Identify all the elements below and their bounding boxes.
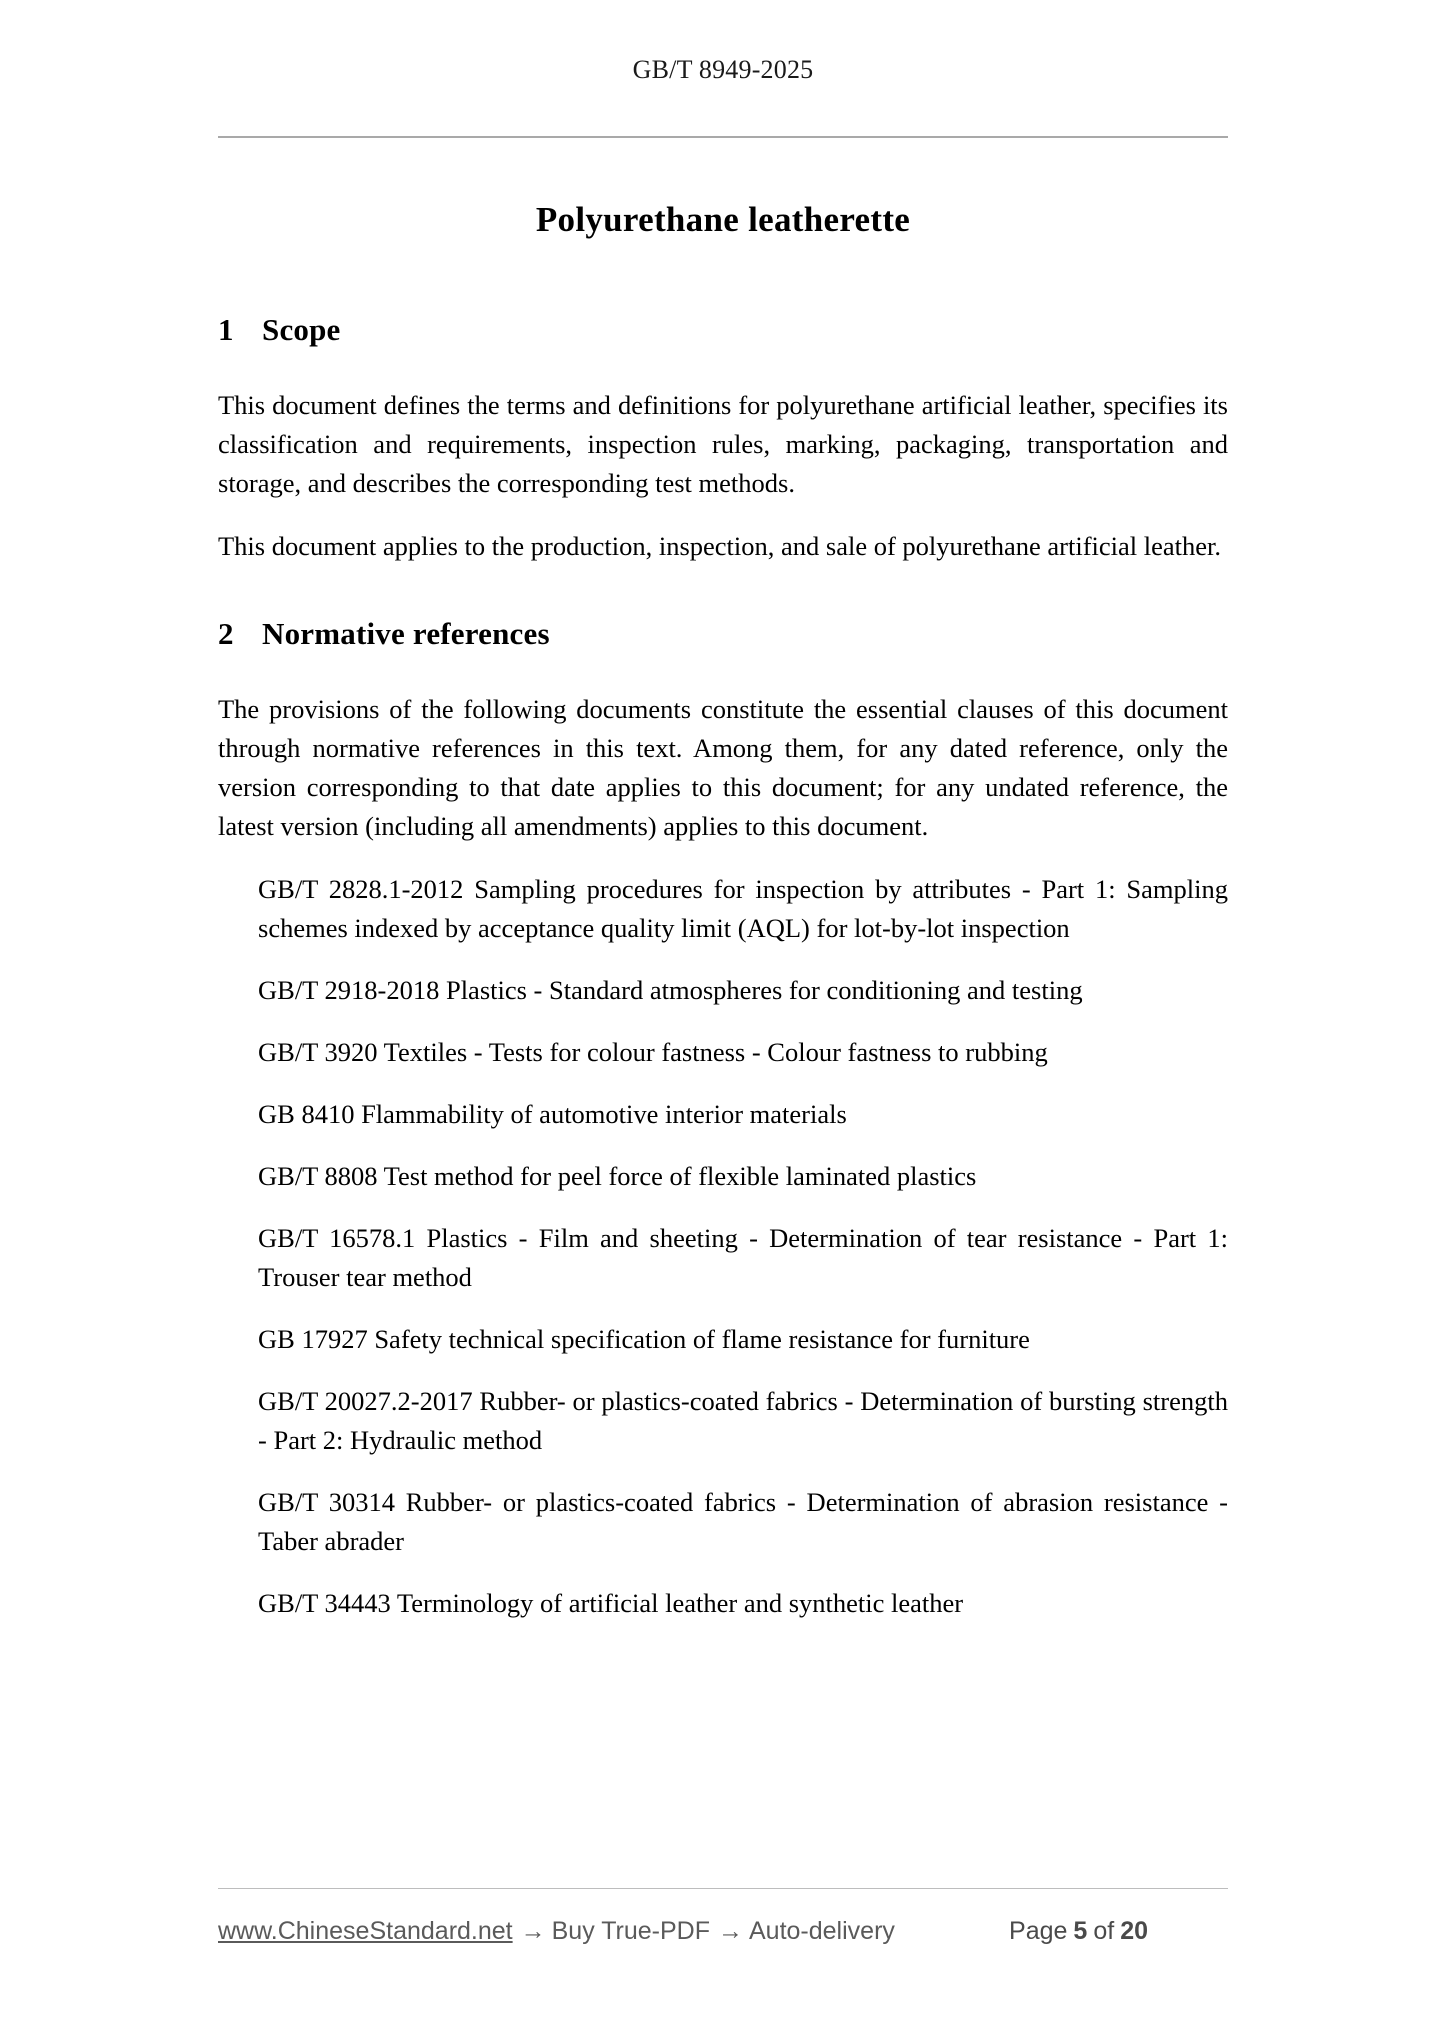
- reference-item: GB/T 2828.1-2012 Sampling procedures for inspection by attributes - Part 1: Sampling schemes indexed by acceptance quality limit (AQL) for lot-by-lot inspection: [258, 874, 1228, 943]
- page-of-label: of: [1093, 1916, 1115, 1945]
- reference-item: GB/T 16578.1 Plastics - Film and sheeting - Determination of tear resistance - Part 1: Trouser tear method: [258, 1223, 1228, 1292]
- section-heading-normative-references: [218, 616, 1228, 652]
- reference-item: GB 17927 Safety technical specification of flame resistance for furniture: [258, 1324, 1030, 1354]
- arrow-right-icon: →: [520, 1916, 546, 1945]
- footer-action-delivery: Auto-delivery: [749, 1916, 895, 1945]
- reference-item: GB/T 20027.2-2017 Rubber- or plastics-coated fabrics - Determination of bursting strength - Part 2: Hydraulic method: [258, 1386, 1228, 1455]
- page-header: [218, 55, 1228, 85]
- document-content: [218, 180, 1228, 1623]
- page-label: Page: [1009, 1916, 1068, 1945]
- website-link[interactable]: www.ChineseStandard.net: [218, 1916, 513, 1945]
- arrow-right-icon: →: [718, 1916, 743, 1945]
- section-title: Normative references: [262, 616, 550, 651]
- document-title: Polyurethane leatherette: [535, 200, 911, 239]
- section-number: 1: [218, 312, 234, 347]
- normative-references-intro: The provisions of the following documents constitute the essential clauses of this document through normative references in this text. Among them, for any dated reference, only the version corresponding to that date applies to this document; for any undated reference, the latest version (including all amendments) applies to this document.: [218, 694, 1228, 841]
- footer-divider: [218, 1888, 1228, 1889]
- reference-item: GB/T 8808 Test method for peel force of flexible laminated plastics: [258, 1161, 977, 1191]
- reference-item: GB/T 2918-2018 Plastics - Standard atmospheres for conditioning and testing: [258, 975, 1083, 1005]
- reference-item: GB 8410 Flammability of automotive interior materials: [258, 1099, 847, 1129]
- standard-code: GB/T 8949-2025: [632, 55, 814, 84]
- reference-item: GB/T 30314 Rubber- or plastics-coated fabrics - Determination of abrasion resistance - Taber abrader: [258, 1487, 1228, 1556]
- section-heading-scope: [218, 312, 1228, 348]
- page-footer: [218, 1908, 1228, 1954]
- footer-action-buy: Buy True-PDF: [551, 1916, 710, 1945]
- reference-item: GB/T 3920 Textiles - Tests for colour fastness - Colour fastness to rubbing: [258, 1037, 1048, 1067]
- scope-paragraph-1: This document defines the terms and definitions for polyurethane artificial leather, specifies its classification and requirements, inspection rules, marking, packaging, transportation and storage, and describes the corresponding test methods.: [218, 390, 1228, 498]
- header-divider: [218, 136, 1228, 138]
- page-total: 20: [1120, 1916, 1148, 1945]
- page-indicator: [1009, 1917, 1228, 1946]
- footer-promo: [218, 1917, 895, 1946]
- section-number: 2: [218, 616, 234, 651]
- reference-item: GB/T 34443 Terminology of artificial leather and synthetic leather: [258, 1588, 964, 1618]
- scope-paragraph-2: This document applies to the production, inspection, and sale of polyurethane artificial leather.: [218, 531, 1222, 561]
- page-current: 5: [1073, 1916, 1088, 1945]
- section-title: Scope: [262, 312, 341, 347]
